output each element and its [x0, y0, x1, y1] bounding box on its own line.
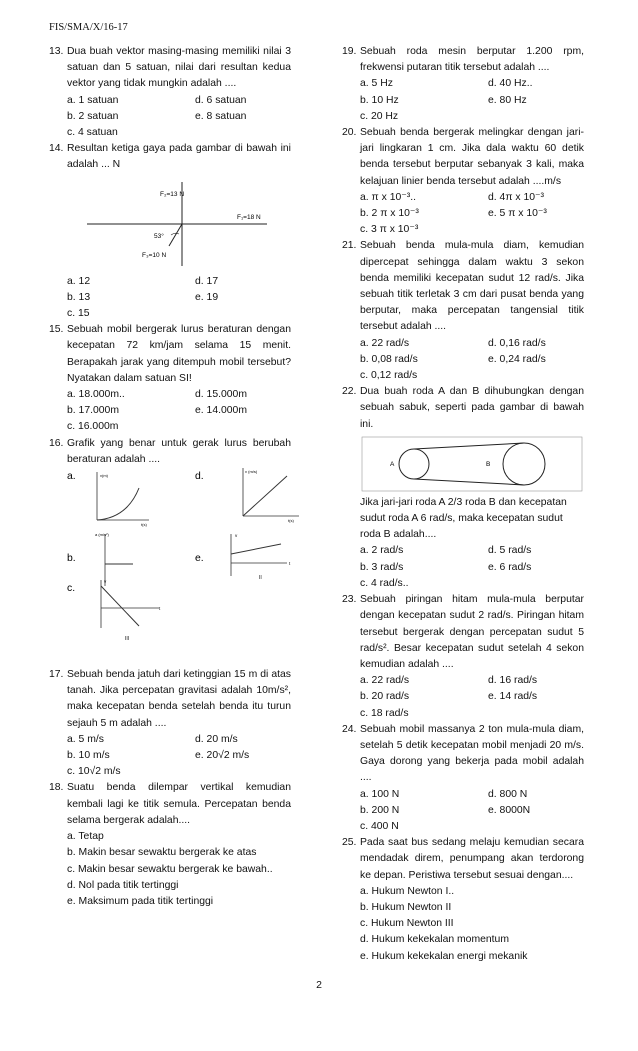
question-text: Dua buah roda A dan B dihubungkan dengan sebuah sabuk, seperti pada gambar di bawah ini. — [360, 386, 584, 430]
option: a. 1 satuan — [67, 94, 119, 106]
option-row — [342, 560, 584, 576]
angle-arc — [171, 233, 179, 235]
option: e. 5 π x 10⁻³ — [488, 208, 547, 220]
angle-label: 53° — [154, 232, 164, 240]
option: d. 20 m/s — [195, 733, 238, 745]
option: e. 20√2 m/s — [195, 750, 250, 762]
option: a. 12 — [67, 275, 91, 287]
option: e. 0,24 rad/s — [488, 353, 546, 365]
question-text: Resultan ketiga gaya pada gambar di bawah ini adalah ... N — [67, 143, 291, 171]
option: c. 400 N — [360, 820, 399, 832]
question-20 — [342, 125, 584, 190]
option-row — [49, 748, 291, 764]
option: b. 20 rad/s — [360, 691, 410, 703]
option: c. Hukum Newton III — [360, 918, 454, 930]
option: c. 10√2 m/s — [67, 766, 121, 778]
question-25 — [342, 835, 584, 884]
question-number: 18. — [49, 782, 64, 794]
graph-c-xlabel: t — [159, 606, 161, 612]
f1-label: F₁=18 N — [237, 213, 261, 221]
f3-label: F₃=10 N — [142, 251, 167, 259]
question-text: Sebuah roda mesin berputar 1.200 rpm, frekwensi putaran titik tersebut adalah .... — [360, 46, 584, 74]
option-row — [342, 206, 584, 222]
graph-e-xlabel: t — [289, 561, 291, 567]
option-row — [49, 387, 291, 403]
option-row — [342, 689, 584, 705]
option: a. 100 N — [360, 788, 400, 800]
option: d. 17 — [195, 275, 219, 287]
graph-c-label: c. — [67, 583, 76, 595]
option-row — [342, 76, 584, 92]
option: b. 10 m/s — [67, 750, 110, 762]
question-text: Jika jari-jari roda A 2/3 roda B dan kecepatan sudut roda A 6 rad/s, maka kecepatan sudut roda B adalah.... — [360, 496, 567, 541]
option: a. 22 rad/s — [360, 675, 410, 687]
option-row — [342, 352, 584, 368]
option-row — [49, 109, 291, 125]
question-number: 16. — [49, 437, 64, 449]
graph-a-curve — [97, 488, 139, 520]
question-number: 22. — [342, 386, 357, 398]
option: b. 200 N — [360, 804, 400, 816]
f2-label: F₂=13 N — [160, 190, 185, 198]
graph-options — [67, 468, 294, 667]
option: b. 2 π x 10⁻³ — [360, 208, 419, 220]
option: e. Hukum kekekalan energi mekanik — [360, 950, 528, 962]
question-23 — [342, 592, 584, 673]
option: e. 14.000m — [195, 405, 247, 417]
option: b. Makin besar sewaktu bergerak ke atas — [67, 847, 257, 859]
option: b. Hukum Newton II — [360, 901, 452, 913]
question-text: Grafik yang benar untuk gerak lurus berubah beraturan adalah .... — [67, 437, 291, 465]
option-row — [342, 803, 584, 819]
wheel-a-label: A — [390, 460, 395, 468]
graph-c-roman: III — [125, 636, 130, 643]
option: e. 80 Hz — [488, 94, 527, 106]
option: e. 19 — [195, 291, 219, 303]
option: a. 18.000m.. — [67, 389, 125, 401]
question-text: Dua buah vektor masing-masing memiliki nilai 3 satuan dan 5 satuan, nilai dari resultan kedua vektor yang tidak mungkin adalah .... — [67, 46, 291, 90]
question-number: 13. — [49, 46, 64, 57]
question-15 — [49, 322, 291, 387]
option-row — [49, 274, 291, 290]
option-row — [342, 673, 584, 689]
graph-a-label: a. — [67, 471, 76, 483]
document-header: FIS/SMA/X/16-17 — [49, 22, 128, 33]
option: d. 800 N — [488, 788, 528, 800]
option: a. Tetap — [67, 831, 104, 843]
graph-e-roman: II — [259, 575, 262, 582]
option: c. Makin besar sewaktu bergerak ke bawah.. — [67, 863, 273, 875]
question-17 — [49, 667, 291, 732]
belt-top — [414, 443, 524, 449]
question-number: 25. — [342, 837, 357, 849]
graph-b-label: b. — [67, 553, 76, 565]
graph-c-line — [101, 586, 139, 626]
question-19 — [342, 44, 584, 76]
option: e. 8000N — [488, 804, 531, 816]
option: b. 2 satuan — [67, 110, 119, 122]
option: d. 40 Hz.. — [488, 78, 533, 90]
question-text: Suatu benda dilempar vertikal kemudian kembali lagi ke titik semula. Percepatan benda selama bergerak adalah.... — [67, 782, 291, 826]
option: d. 16 rad/s — [488, 675, 538, 687]
question-text: Sebuah mobil massanya 2 ton mula-mula diam, setelah 5 detik kecepatan mobil menjadi 20 m/s. Gaya dorong yang bekerja pada mobil adalah .... — [360, 723, 584, 784]
option: e. 8 satuan — [195, 110, 247, 122]
option: a. 5 Hz — [360, 78, 393, 90]
question-number: 19. — [342, 46, 357, 57]
graph-d-xlabel: t(s) — [288, 518, 294, 524]
option: c. 4 satuan — [67, 127, 118, 139]
option-row — [49, 732, 291, 748]
wheel-a — [399, 449, 429, 479]
option: c. 0,12 rad/s — [360, 370, 418, 382]
question-22 — [342, 384, 584, 433]
option: d. 5 rad/s — [488, 545, 532, 557]
option: a. 22 rad/s — [360, 337, 410, 349]
question-24 — [342, 722, 584, 787]
option: d. 6 satuan — [195, 94, 247, 106]
question-text: Sebuah benda bergerak melingkar dengan jari-jari lingkaran 1 cm. Jika dala waktu 60 detik benda tersebut berputar sebanyak 3 kali, maka kelajuan linier benda tersebut adalah ....m/s — [360, 127, 584, 187]
right-column — [342, 44, 584, 965]
question-number: 14. — [49, 143, 64, 155]
option: b. 10 Hz — [360, 94, 399, 106]
graph-d-line — [243, 476, 287, 516]
option: e. 6 rad/s — [488, 561, 532, 573]
left-column — [49, 44, 294, 910]
graph-e-line — [231, 544, 281, 554]
question-16 — [49, 436, 291, 468]
option-row — [342, 787, 584, 803]
wheel-b — [503, 443, 545, 485]
graph-a-ylabel: v(m) — [100, 473, 108, 479]
option-row — [49, 290, 291, 306]
figure-frame — [362, 437, 582, 491]
option: d. 0,16 rad/s — [488, 337, 546, 349]
question-text: Sebuah benda jatuh dari ketinggian 15 m di atas tanah. Jika percepatan gravitasi adalah 10m/s², maka kecepatan benda setelah benda itu turun sejauh 5 m adalah .... — [67, 669, 291, 729]
question-text: Sebuah piringan hitam mula-mula berputar dengan kecepatan sudut 2 rad/s. Piringan hitam tersebut bergerak dengan percepatan sudut 5 rad/s². Besar kecepatan sudut setelah 4 sekon kemudian adalah .... — [360, 594, 584, 670]
question-number: 21. — [342, 240, 357, 252]
option-row — [49, 93, 291, 109]
belt-bottom — [414, 479, 524, 485]
option: c. 15 — [67, 308, 90, 320]
option: b. 0,08 rad/s — [360, 353, 418, 365]
option: c. 3 π x 10⁻³ — [360, 224, 419, 236]
option: b. 17.000m — [67, 405, 119, 417]
option: a. Hukum Newton I.. — [360, 885, 455, 897]
question-number: 15. — [49, 324, 64, 336]
option: c. 4 rad/s.. — [360, 577, 409, 589]
wheel-b-label: B — [486, 460, 491, 468]
graph-b-ylabel: a (m/s²) — [95, 532, 109, 538]
page-number: 2 — [316, 979, 322, 991]
question-13 — [49, 44, 291, 93]
question-number: 20. — [342, 127, 357, 139]
question-number: 24. — [342, 723, 357, 735]
question-text: Sebuah mobil bergerak lurus beraturan dengan kecepatan 72 km/jam selama 15 menit. Berapakah jarak yang ditempuh mobil tersebut? Nyatakan dalam satuan SI! — [67, 324, 291, 384]
question-18 — [49, 780, 291, 829]
option: c. 16.000m — [67, 421, 119, 433]
option: c. 18 rad/s — [360, 707, 409, 719]
question-number: 23. — [342, 594, 357, 606]
option-row — [342, 336, 584, 352]
belt-pulley-diagram — [360, 433, 584, 495]
force-diagram — [67, 174, 291, 274]
question-text: Pada saat bus sedang melaju kemudian secara mendadak direm, penumpang akan terdorong ke depan. Peristiwa tersebut sesuai dengan.... — [360, 837, 584, 881]
option: b. 13 — [67, 291, 91, 303]
option: a. 2 rad/s — [360, 545, 404, 557]
option-row — [342, 543, 584, 559]
option: d. Hukum kekekalan momentum — [360, 934, 509, 946]
question-21 — [342, 238, 584, 335]
option: b. 3 rad/s — [360, 561, 404, 573]
graph-d-label: d. — [195, 471, 204, 483]
option-row — [342, 93, 584, 109]
option: a. 5 m/s — [67, 733, 104, 745]
question-text: Sebuah benda mula-mula diam, kemudian dipercepat sehingga dalam waktu 3 sekon benda memiliki kecepatan sudut 12 rad/s. Jika sebuah titik terletak 3 cm dari pusat benda yang berputar, maka percepatan tangensial titik tersebut adalah .... — [360, 240, 584, 333]
question-number: 17. — [49, 669, 64, 681]
graph-e-ylabel: v — [235, 533, 238, 539]
option-row — [342, 190, 584, 206]
graph-c-ylabel: v — [104, 579, 107, 585]
question-14 — [49, 141, 291, 173]
graph-e-label: e. — [195, 553, 204, 565]
option: d. Nol pada titik tertinggi — [67, 879, 179, 891]
option: c. 20 Hz — [360, 110, 399, 122]
f3-vector-line — [169, 224, 182, 246]
option: d. 4π x 10⁻³ — [488, 191, 544, 203]
graph-d-ylabel: v (m/s) — [245, 469, 258, 475]
option-row — [49, 403, 291, 419]
option: e. Maksimum pada titik tertinggi — [67, 895, 214, 907]
option: d. 15.000m — [195, 389, 247, 401]
option: a. π x 10⁻³.. — [360, 191, 416, 203]
graph-a-xlabel: t(s) — [141, 522, 147, 528]
option: e. 14 rad/s — [488, 691, 538, 703]
